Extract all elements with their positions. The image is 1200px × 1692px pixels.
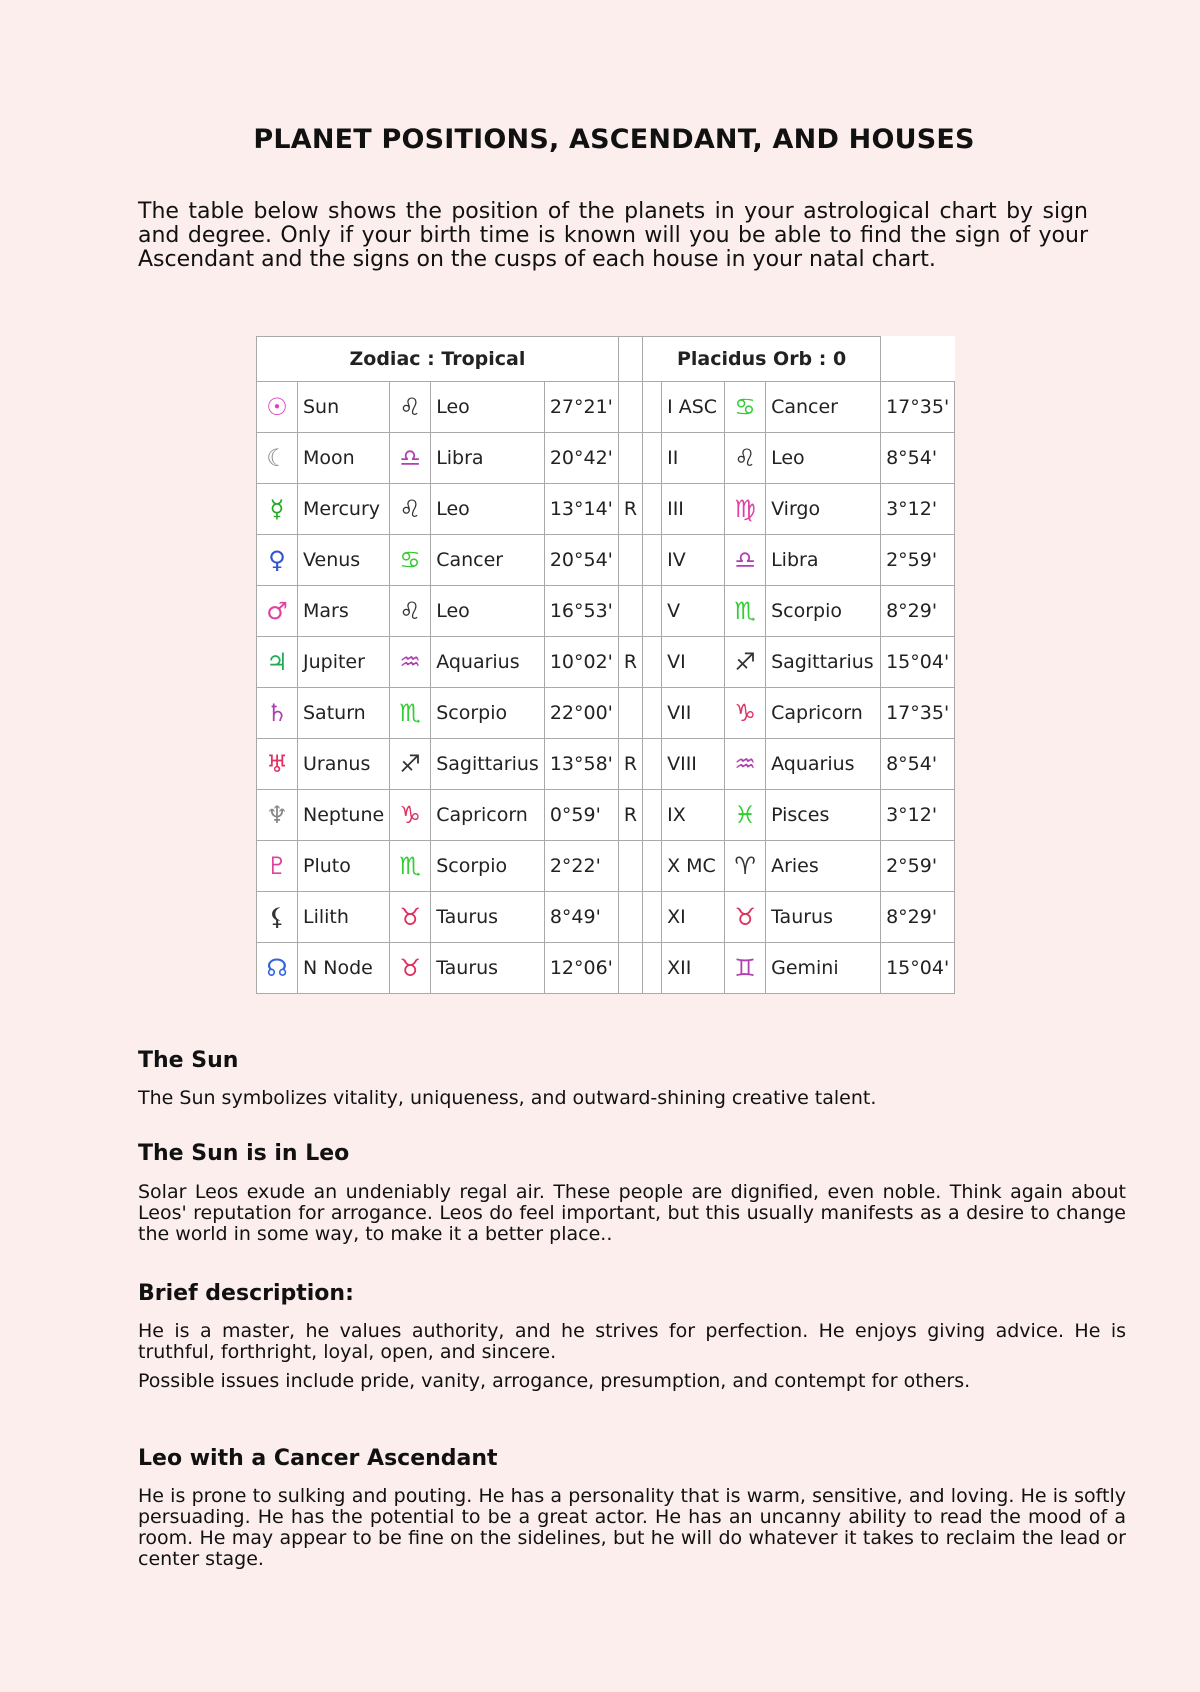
planet-degree: 0°59' [544, 790, 618, 841]
sun-heading: The Sun [138, 1048, 239, 1073]
house-degree: 8°29' [881, 892, 955, 943]
table-row [257, 841, 955, 892]
zodiac-header: Zodiac : Tropical [257, 337, 619, 382]
houses-header: Placidus Orb : 0 [643, 337, 881, 382]
planet-degree: 22°00' [544, 688, 618, 739]
planet-sign: Capricorn [431, 790, 545, 841]
column-gap [643, 688, 662, 739]
house-sign-glyph-icon: ♊ [725, 943, 766, 994]
planet-sign: Leo [431, 382, 545, 433]
table-row [257, 739, 955, 790]
planet-degree: 27°21' [544, 382, 618, 433]
house-number: XII [662, 943, 725, 994]
table-row [257, 484, 955, 535]
table-row [257, 943, 955, 994]
planet-degree: 13°58' [544, 739, 618, 790]
planet-name: Pluto [298, 841, 390, 892]
house-sign: Taurus [766, 892, 881, 943]
house-number: X MC [662, 841, 725, 892]
house-sign-glyph-icon: ♏ [725, 586, 766, 637]
header-gap [618, 337, 642, 382]
retrograde-flag [618, 943, 642, 994]
sign-glyph-icon: ♏ [390, 688, 431, 739]
planet-sign: Scorpio [431, 688, 545, 739]
house-number: VI [662, 637, 725, 688]
page-title: PLANET POSITIONS, ASCENDANT, AND HOUSES [253, 124, 975, 156]
planet-name: Venus [298, 535, 390, 586]
planet-glyph-icon: ☉ [257, 382, 298, 433]
house-degree: 8°54' [881, 739, 955, 790]
house-number: XI [662, 892, 725, 943]
table-row [257, 433, 955, 484]
house-sign-glyph-icon: ♍ [725, 484, 766, 535]
house-sign: Aquarius [766, 739, 881, 790]
planet-glyph-icon: ☿ [257, 484, 298, 535]
planet-name: Uranus [298, 739, 390, 790]
sun-text: The Sun symbolizes vitality, uniqueness, and outward-shining creative talent. [138, 1087, 877, 1109]
house-number: III [662, 484, 725, 535]
house-sign: Scorpio [766, 586, 881, 637]
asc-heading: Leo with a Cancer Ascendant [138, 1446, 498, 1471]
planet-glyph-icon: ☊ [257, 943, 298, 994]
planet-degree: 2°22' [544, 841, 618, 892]
house-sign-glyph-icon: ♎ [725, 535, 766, 586]
house-sign: Sagittarius [766, 637, 881, 688]
planet-sign: Sagittarius [431, 739, 545, 790]
table-header-row [257, 337, 955, 382]
house-degree: 2°59' [881, 841, 955, 892]
house-sign-glyph-icon: ♉ [725, 892, 766, 943]
brief-text-1: He is a master, he values authority, and he strives for perfection. He enjoys giving advice. He is truthful, forthright, loyal, open, and sincere. [138, 1320, 1126, 1363]
planet-sign: Taurus [431, 892, 545, 943]
retrograde-flag: R [618, 739, 642, 790]
column-gap [643, 841, 662, 892]
retrograde-flag [618, 586, 642, 637]
sign-glyph-icon: ♎ [390, 433, 431, 484]
house-sign-glyph-icon: ♋ [725, 382, 766, 433]
column-gap [643, 637, 662, 688]
sign-glyph-icon: ♑ [390, 790, 431, 841]
house-degree: 3°12' [881, 484, 955, 535]
planet-glyph-icon: ♂ [257, 586, 298, 637]
house-sign-glyph-icon: ♓ [725, 790, 766, 841]
planet-name: Jupiter [298, 637, 390, 688]
house-sign-glyph-icon: ♒ [725, 739, 766, 790]
table-row [257, 790, 955, 841]
column-gap [643, 382, 662, 433]
column-gap [643, 535, 662, 586]
sign-glyph-icon: ♏ [390, 841, 431, 892]
retrograde-flag [618, 841, 642, 892]
planet-glyph-icon: ♃ [257, 637, 298, 688]
column-gap [643, 739, 662, 790]
planet-name: Mars [298, 586, 390, 637]
planet-degree: 10°02' [544, 637, 618, 688]
house-sign-glyph-icon: ♑ [725, 688, 766, 739]
sign-glyph-icon: ♉ [390, 892, 431, 943]
house-number: VII [662, 688, 725, 739]
planet-glyph-icon: ⚸ [257, 892, 298, 943]
planet-degree: 8°49' [544, 892, 618, 943]
retrograde-flag: R [618, 790, 642, 841]
positions-table [256, 336, 955, 994]
house-sign: Leo [766, 433, 881, 484]
positions-table-wrapper [256, 336, 955, 994]
house-number: IX [662, 790, 725, 841]
retrograde-flag [618, 892, 642, 943]
planet-glyph-icon: ♆ [257, 790, 298, 841]
leo-heading: The Sun is in Leo [138, 1141, 350, 1166]
column-gap [643, 790, 662, 841]
house-sign: Aries [766, 841, 881, 892]
house-number: IV [662, 535, 725, 586]
brief-heading: Brief description: [138, 1281, 354, 1306]
column-gap [643, 586, 662, 637]
table-row [257, 688, 955, 739]
planet-glyph-icon: ♅ [257, 739, 298, 790]
planet-name: Lilith [298, 892, 390, 943]
planet-sign: Libra [431, 433, 545, 484]
retrograde-flag [618, 382, 642, 433]
retrograde-flag: R [618, 637, 642, 688]
planet-name: N Node [298, 943, 390, 994]
planet-name: Moon [298, 433, 390, 484]
sign-glyph-icon: ♐ [390, 739, 431, 790]
sign-glyph-icon: ♌ [390, 382, 431, 433]
brief-text-2: Possible issues include pride, vanity, arrogance, presumption, and contempt for others. [138, 1370, 971, 1392]
planet-glyph-icon: ♇ [257, 841, 298, 892]
column-gap [643, 892, 662, 943]
planet-degree: 20°42' [544, 433, 618, 484]
planet-glyph-icon: ♀ [257, 535, 298, 586]
table-row [257, 637, 955, 688]
column-gap [643, 433, 662, 484]
house-sign: Gemini [766, 943, 881, 994]
asc-text: He is prone to sulking and pouting. He has a personality that is warm, sensitive, and loving. He is softly persuading. He has the potential to be a great actor. He has an uncanny ability to read the mood of a room. He may appear to be fine on the sidelines, but he will do whatever it takes to reclaim the lead or center stage. [138, 1485, 1126, 1570]
intro-paragraph: The table below shows the position of the planets in your astrological chart by sign and degree. Only if your birth time is known will you be able to find the sign of your Ascendant and the signs on the cusps of each house in your natal chart. [138, 199, 1088, 272]
house-degree: 8°54' [881, 433, 955, 484]
house-degree: 2°59' [881, 535, 955, 586]
planet-name: Neptune [298, 790, 390, 841]
planet-sign: Taurus [431, 943, 545, 994]
table-row [257, 535, 955, 586]
column-gap [643, 943, 662, 994]
planet-sign: Leo [431, 484, 545, 535]
planet-sign: Cancer [431, 535, 545, 586]
house-sign: Libra [766, 535, 881, 586]
table-row [257, 892, 955, 943]
planet-degree: 13°14' [544, 484, 618, 535]
house-number: I ASC [662, 382, 725, 433]
planet-glyph-icon: ♄ [257, 688, 298, 739]
house-degree: 17°35' [881, 688, 955, 739]
house-degree: 17°35' [881, 382, 955, 433]
planet-sign: Scorpio [431, 841, 545, 892]
house-degree: 15°04' [881, 637, 955, 688]
house-number: VIII [662, 739, 725, 790]
planet-sign: Aquarius [431, 637, 545, 688]
house-sign: Pisces [766, 790, 881, 841]
retrograde-flag: R [618, 484, 642, 535]
house-sign-glyph-icon: ♐ [725, 637, 766, 688]
planet-degree: 20°54' [544, 535, 618, 586]
house-sign: Capricorn [766, 688, 881, 739]
house-degree: 3°12' [881, 790, 955, 841]
table-row [257, 382, 955, 433]
house-degree: 15°04' [881, 943, 955, 994]
planet-sign: Leo [431, 586, 545, 637]
house-sign: Virgo [766, 484, 881, 535]
house-sign-glyph-icon: ♈ [725, 841, 766, 892]
retrograde-flag [618, 433, 642, 484]
planet-name: Saturn [298, 688, 390, 739]
planet-name: Sun [298, 382, 390, 433]
house-number: V [662, 586, 725, 637]
planet-degree: 16°53' [544, 586, 618, 637]
retrograde-flag [618, 535, 642, 586]
table-body [257, 382, 955, 994]
leo-text: Solar Leos exude an undeniably regal air. These people are dignified, even noble. Think again about Leos' reputation for arrogance. Leos do feel important, but this usually manifests as a desire to change the world in some way, to make it a better place.. [138, 1181, 1126, 1245]
sign-glyph-icon: ♋ [390, 535, 431, 586]
column-gap [643, 484, 662, 535]
house-degree: 8°29' [881, 586, 955, 637]
planet-name: Mercury [298, 484, 390, 535]
retrograde-flag [618, 688, 642, 739]
house-number: II [662, 433, 725, 484]
planet-degree: 12°06' [544, 943, 618, 994]
house-sign: Cancer [766, 382, 881, 433]
table-row [257, 586, 955, 637]
sign-glyph-icon: ♌ [390, 484, 431, 535]
sign-glyph-icon: ♌ [390, 586, 431, 637]
sign-glyph-icon: ♉ [390, 943, 431, 994]
house-sign-glyph-icon: ♌ [725, 433, 766, 484]
planet-glyph-icon: ☾ [257, 433, 298, 484]
sign-glyph-icon: ♒ [390, 637, 431, 688]
